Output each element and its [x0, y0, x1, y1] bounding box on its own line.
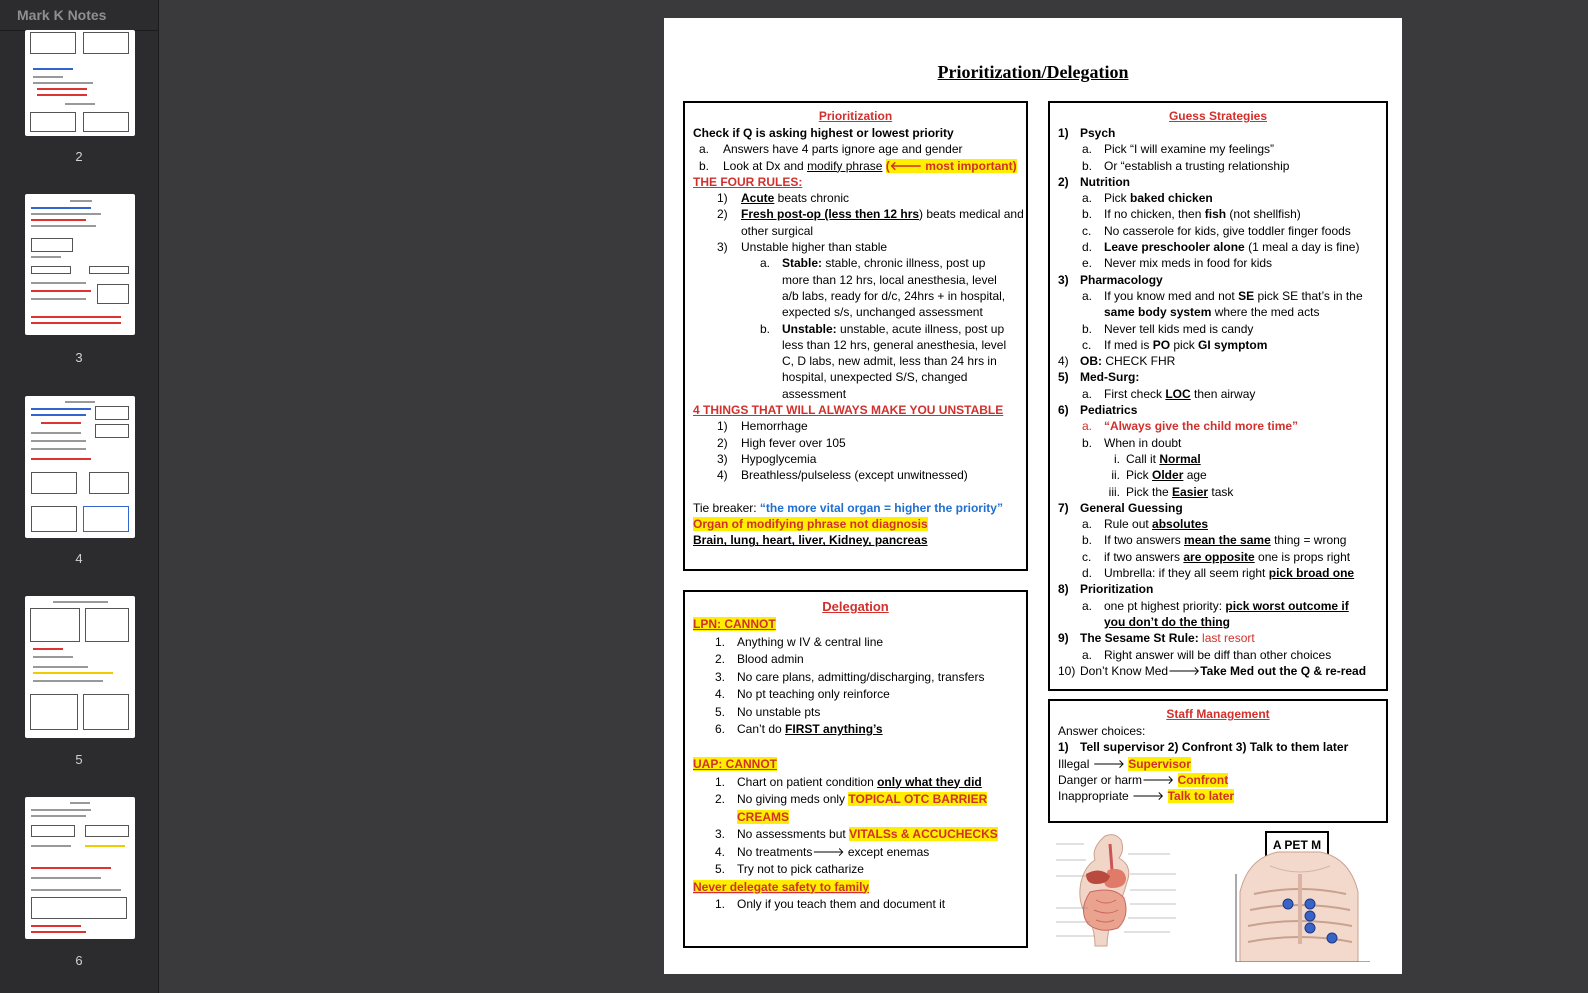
text-line	[1058, 190, 1378, 206]
text-line: Leave preschooler alone	[1104, 240, 1245, 255]
text-line: CREAMS	[737, 809, 790, 824]
text-line: 4)	[1058, 354, 1069, 369]
text-line: (1 meal a day is fine)	[1244, 240, 1360, 255]
text-line	[1058, 272, 1378, 288]
text-line: you don’t do the thing	[1104, 614, 1230, 629]
text-line: thing = wrong	[1270, 533, 1347, 548]
text-line	[693, 809, 1018, 827]
text-line: Acute	[741, 191, 775, 206]
text-line: SE	[1238, 288, 1255, 303]
text-line: Med-Surg:	[1080, 370, 1140, 385]
text-line	[1058, 435, 1378, 451]
prioritization-heading: Prioritization	[818, 109, 893, 123]
text-line: Never delegate safety to family	[693, 879, 870, 894]
text-line: 3)	[1058, 272, 1069, 287]
text-line: Confront	[1177, 772, 1229, 787]
text-line	[693, 774, 1018, 792]
text-line: pick SE that’s in the	[1254, 288, 1363, 303]
text-line: a.	[1082, 288, 1093, 303]
text-line	[693, 704, 1018, 722]
text-line: Look at Dx and	[723, 158, 808, 173]
text-line: If you know med and not	[1104, 288, 1239, 303]
text-line	[1058, 484, 1378, 500]
text-line: Only if you teach them and document it	[737, 897, 946, 911]
text-line: No giving meds only	[737, 792, 849, 806]
digestive-system-illustration	[1050, 830, 1190, 950]
text-line: b.	[1082, 533, 1093, 548]
text-line: No pt teaching only reinforce	[737, 687, 890, 701]
text-line	[1058, 223, 1378, 239]
text-line	[1058, 614, 1378, 630]
text-line	[1058, 174, 1378, 190]
text-line: d.	[1082, 566, 1093, 581]
text-line: fish	[1204, 207, 1227, 222]
text-line	[1058, 598, 1378, 614]
text-line: 7)	[1058, 500, 1069, 515]
text-line: Pick	[1126, 468, 1153, 483]
text-line: last resort	[1202, 631, 1255, 646]
text-line: 1.	[715, 634, 726, 649]
text-line: modify phrase	[807, 158, 883, 173]
text-line: Can’t do	[737, 722, 786, 736]
text-line: General Guessing	[1080, 500, 1183, 515]
guess-heading: Guess Strategies	[1168, 109, 1268, 123]
text-line: d.	[1082, 240, 1093, 255]
staff-heading: Staff Management	[1166, 707, 1270, 721]
text-line	[1058, 581, 1378, 597]
text-line	[1058, 369, 1378, 385]
text-line: stable, chronic illness, post up	[822, 256, 986, 271]
text-line	[1058, 565, 1378, 581]
text-line	[1058, 304, 1378, 320]
text-line: Fresh post-op (less then 12 hrs	[741, 207, 920, 222]
text-line: assessment	[782, 386, 847, 401]
text-line: baked chicken	[1130, 191, 1213, 206]
text-line: 5.	[715, 862, 726, 876]
text-line: beats chronic	[774, 191, 850, 206]
page-thumbnail-2[interactable]	[25, 30, 135, 136]
text-line	[693, 484, 1018, 500]
priority-check: Check if Q is asking highest or lowest priority	[693, 126, 954, 140]
text-line: mean the same	[1184, 533, 1271, 548]
text-line	[693, 255, 1018, 271]
text-line: a.	[1082, 517, 1093, 532]
text-line: Breathless/pulseless (except unwitnessed)	[741, 468, 968, 483]
text-line: iii.	[1108, 484, 1120, 499]
text-line: 3.	[715, 827, 726, 841]
text-line: other surgical	[741, 223, 814, 238]
four-rules-heading: THE FOUR RULES:	[693, 174, 803, 189]
text-line: High fever over 105	[741, 435, 846, 450]
text-line: 1)	[717, 191, 728, 206]
text-line	[693, 879, 1018, 897]
text-line	[1058, 663, 1378, 679]
text-line	[1058, 255, 1378, 271]
text-line: 3)	[717, 240, 728, 255]
text-line	[693, 686, 1018, 704]
guess-strategies-box	[1048, 101, 1388, 691]
text-line	[693, 418, 1018, 434]
text-line	[1058, 532, 1378, 548]
text-line: pick worst outcome if	[1225, 598, 1349, 613]
apetm-label: A PET M	[1265, 831, 1329, 859]
text-line: 4)	[717, 468, 728, 483]
text-line: First check	[1104, 386, 1166, 401]
text-line: 6)	[1058, 403, 1069, 418]
text-line: 2)	[1058, 174, 1069, 189]
text-line: UAP: CANNOT	[693, 757, 777, 771]
page-number: 6	[75, 953, 83, 968]
text-line: Blood admin	[737, 652, 804, 666]
text-line	[693, 616, 1018, 634]
text-line: Call it	[1126, 451, 1160, 466]
text-line	[1058, 288, 1378, 304]
text-line: Danger or harm🡒	[1058, 772, 1178, 787]
text-line: “the more vital organ = higher the priority”	[759, 500, 1003, 515]
text-line: task	[1208, 484, 1234, 499]
text-line: c.	[1082, 223, 1092, 238]
text-line: Unstable higher than stable	[741, 240, 888, 255]
text-line	[1058, 402, 1378, 418]
text-line: Nutrition	[1080, 174, 1130, 189]
page-number: 3	[75, 350, 83, 365]
page-thumbnail-6[interactable]	[25, 797, 135, 939]
text-line	[693, 844, 1018, 862]
text-line: Hemorrhage	[741, 419, 808, 434]
text-line	[1058, 516, 1378, 532]
text-line	[693, 158, 1018, 174]
text-line: 4.	[715, 844, 726, 859]
text-line: CHECK FHR	[1102, 354, 1176, 369]
text-line: 2)	[717, 207, 728, 222]
text-line: 5)	[1058, 370, 1069, 385]
text-line: ) beats medical and	[919, 207, 1024, 222]
text-line: Supervisor	[1128, 756, 1191, 771]
text-line	[1058, 467, 1378, 483]
text-line	[1058, 647, 1378, 663]
text-line: age	[1183, 468, 1207, 483]
text-line: VITALSs & ACCUCHECKS	[849, 827, 998, 841]
text-line: Try not to pick catharize	[737, 862, 864, 876]
text-line: a.	[1082, 386, 1093, 401]
text-line: 1)	[1058, 126, 1069, 140]
text-line	[1058, 353, 1378, 369]
text-line	[693, 451, 1018, 467]
text-line: one is props right	[1254, 549, 1351, 564]
text-line: b.	[1082, 321, 1093, 336]
text-line: 3)	[717, 451, 728, 466]
text-line: (not shellfish)	[1226, 207, 1301, 222]
page-thumbnail-4[interactable]	[25, 396, 135, 538]
text-line: i.	[1114, 451, 1120, 466]
text-line	[693, 467, 1018, 483]
text-line: only what they did	[877, 774, 982, 789]
text-line: b.	[699, 158, 710, 173]
text-line: 2)	[717, 435, 728, 450]
text-line	[693, 516, 1018, 532]
app-title: Mark K Notes	[17, 7, 107, 23]
text-line: e.	[1082, 256, 1093, 271]
text-line	[693, 634, 1018, 652]
text-line: a.	[760, 256, 771, 271]
text-line: 2.	[715, 792, 726, 806]
delegation-box	[683, 590, 1028, 948]
text-line: GI symptom	[1198, 337, 1268, 352]
text-line	[693, 826, 1018, 844]
text-line: unstable, acute illness, post up	[836, 321, 1005, 336]
text-line: 2.	[715, 652, 726, 666]
text-line: Normal	[1159, 451, 1201, 466]
page-number: 2	[75, 149, 83, 164]
text-line: Organ of modifying phrase not diagnosis	[693, 517, 928, 532]
text-line: Hypoglycemia	[741, 451, 817, 466]
text-line: Answers have 4 parts ignore age and gender	[723, 142, 963, 157]
text-line	[1058, 739, 1378, 755]
text-line: pick	[1170, 337, 1199, 352]
text-line	[693, 739, 1018, 757]
text-line: If two answers	[1104, 533, 1185, 548]
staff-management-box	[1048, 699, 1388, 823]
text-line: 10)	[1058, 663, 1076, 678]
delegation-heading: Delegation	[822, 599, 889, 614]
text-line: FIRST anything’s	[785, 722, 883, 736]
text-line	[693, 206, 1024, 222]
text-line: Rule out	[1104, 517, 1153, 532]
text-line: c.	[1082, 337, 1092, 352]
text-line: a.	[699, 142, 710, 157]
text-line: Tell supervisor 2) Confront 3) Talk to them later	[1080, 740, 1349, 755]
text-line: Stable:	[782, 256, 823, 271]
page-thumbnail-5[interactable]	[25, 596, 135, 738]
text-line	[1058, 321, 1378, 337]
text-line: “Always give the child more time”	[1104, 419, 1299, 434]
text-line: Talk to later	[1167, 789, 1235, 804]
text-line: Older	[1152, 468, 1184, 483]
text-line: No unstable pts	[737, 704, 821, 719]
page-number: 5	[75, 752, 83, 767]
text-line	[693, 669, 1018, 687]
text-line	[693, 239, 1018, 255]
text-line: (🡐 most important)	[885, 158, 1017, 173]
text-line: b.	[1082, 435, 1093, 450]
text-line	[693, 896, 1018, 914]
text-line	[1058, 386, 1378, 402]
text-line	[1058, 788, 1378, 804]
text-line: ii.	[1111, 468, 1120, 483]
page-number: 4	[75, 551, 83, 566]
text-line: Pick the	[1126, 484, 1173, 499]
text-line: less than 12 hrs, general anesthesia, level	[782, 337, 1007, 352]
text-line: Answer choices:	[1058, 724, 1146, 738]
text-line: Or “establish a trusting relationship	[1104, 158, 1290, 173]
text-line: Anything w IV & central line	[737, 634, 884, 649]
text-line: 3.	[715, 669, 726, 684]
text-line	[1058, 141, 1378, 157]
text-line: If med is	[1104, 337, 1153, 352]
text-line: 8)	[1058, 582, 1069, 597]
text-line: Unstable:	[782, 321, 837, 336]
prioritization-box	[683, 101, 1028, 571]
text-line	[1058, 158, 1378, 174]
text-line	[1058, 239, 1378, 255]
text-line: No assessments but	[737, 827, 850, 841]
text-line: pick broad one	[1268, 566, 1355, 581]
text-line: No care plans, admitting/discharging, transfers	[737, 669, 985, 684]
text-line	[693, 500, 1018, 516]
text-line: a.	[1082, 647, 1093, 662]
text-line: No treatments🡒 except enemas	[737, 844, 930, 859]
text-line: 1.	[715, 897, 726, 911]
text-line: 1)	[717, 419, 728, 434]
text-line: Right answer will be diff than other choices	[1104, 647, 1332, 662]
text-line: Take Med out the Q & re-read	[1200, 663, 1367, 678]
text-line	[1058, 772, 1378, 788]
text-line: Never tell kids med is candy	[1104, 321, 1254, 336]
text-line: same body system	[1104, 305, 1212, 320]
text-line: a.	[1082, 142, 1093, 157]
text-line: Don’t Know Med🡒	[1080, 663, 1201, 678]
page-thumbnail-3[interactable]	[25, 194, 135, 335]
text-line: b.	[1082, 207, 1093, 222]
text-line: Brain, lung, heart, liver, Kidney, pancreas	[693, 533, 928, 548]
text-line: 9)	[1058, 631, 1069, 646]
text-line: When in doubt	[1104, 435, 1182, 450]
text-line: b.	[760, 321, 771, 336]
text-line	[693, 651, 1018, 669]
text-line	[1058, 125, 1378, 141]
text-line: are opposite	[1183, 549, 1255, 564]
text-line: 6.	[715, 722, 726, 736]
text-line: more than 12 hrs, local anesthesia, level	[782, 272, 997, 287]
text-line: Inappropriate 🡒	[1058, 789, 1168, 804]
text-line	[693, 861, 1018, 879]
text-line: Easier	[1172, 484, 1209, 499]
text-line: 1.	[715, 774, 726, 789]
text-line: then airway	[1190, 386, 1256, 401]
text-line: Pharmacology	[1080, 272, 1163, 287]
text-line: hospital, unexpected S/S, changed	[782, 370, 968, 385]
text-line: if two answers	[1104, 549, 1184, 564]
text-line: Tie breaker:	[693, 500, 760, 515]
text-line: Chart on patient condition	[737, 774, 878, 789]
text-line: 4.	[715, 687, 726, 701]
text-line	[1058, 451, 1378, 467]
text-line: expected s/s, unchanged assessment	[782, 305, 983, 320]
text-line: No casserole for kids, give toddler finger foods	[1104, 223, 1351, 238]
text-line: a.	[1082, 191, 1093, 206]
text-line	[1058, 337, 1378, 353]
text-line	[693, 141, 1018, 157]
text-line	[1058, 630, 1378, 646]
text-line: Prioritization	[1080, 582, 1154, 597]
text-line: OB:	[1080, 354, 1102, 369]
page-title: Prioritization/Delegation	[937, 62, 1129, 82]
text-line: If no chicken, then	[1104, 207, 1205, 222]
thumbnail-sidebar	[0, 0, 159, 993]
text-line: TOPICAL OTC BARRIER	[848, 792, 988, 806]
text-line	[1058, 549, 1378, 565]
text-line: 1)	[1058, 740, 1069, 755]
text-line: a.	[1082, 419, 1093, 434]
chest-auscultation-illustration	[1230, 844, 1372, 962]
text-line: c.	[1082, 549, 1092, 564]
text-line	[693, 435, 1018, 451]
text-line: 5.	[715, 704, 726, 719]
text-line	[693, 721, 1018, 739]
text-line: absolutes	[1152, 517, 1209, 532]
text-line: a.	[1082, 598, 1093, 613]
text-line: Never mix meds in food for kids	[1104, 256, 1273, 271]
text-line: Psych	[1080, 126, 1116, 140]
text-line: Pediatrics	[1080, 403, 1138, 418]
text-line	[693, 190, 1018, 206]
text-line: The Sesame St Rule:	[1080, 631, 1203, 646]
text-line: LOC	[1165, 386, 1191, 401]
text-line: Umbrella: if they all seem right	[1104, 566, 1269, 581]
text-line: Pick	[1104, 191, 1131, 206]
document-viewer[interactable]	[159, 0, 1588, 993]
text-line: C, D labs, new admit, less than 24 hrs in	[782, 354, 997, 369]
text-line	[693, 791, 1018, 809]
text-line: Illegal 🡒	[1058, 756, 1129, 771]
document-page	[664, 18, 1402, 974]
text-line	[1058, 500, 1378, 516]
text-line: one pt highest priority:	[1104, 598, 1226, 613]
text-line: PO	[1152, 337, 1171, 352]
text-line	[693, 321, 1018, 337]
text-line: LPN: CANNOT	[693, 617, 776, 631]
text-line: Pick “I will examine my feelings”	[1104, 142, 1275, 157]
text-line	[1058, 206, 1378, 222]
text-line: b.	[1082, 158, 1093, 173]
text-line: a/b labs, ready for d/c, 24hrs + in hospital,	[782, 288, 1006, 303]
four-things-heading: 4 THINGS THAT WILL ALWAYS MAKE YOU UNSTABLE	[693, 403, 1004, 418]
text-line	[1058, 418, 1378, 434]
text-line	[693, 756, 1018, 774]
text-line	[1058, 756, 1378, 772]
text-line: where the med acts	[1211, 305, 1320, 320]
